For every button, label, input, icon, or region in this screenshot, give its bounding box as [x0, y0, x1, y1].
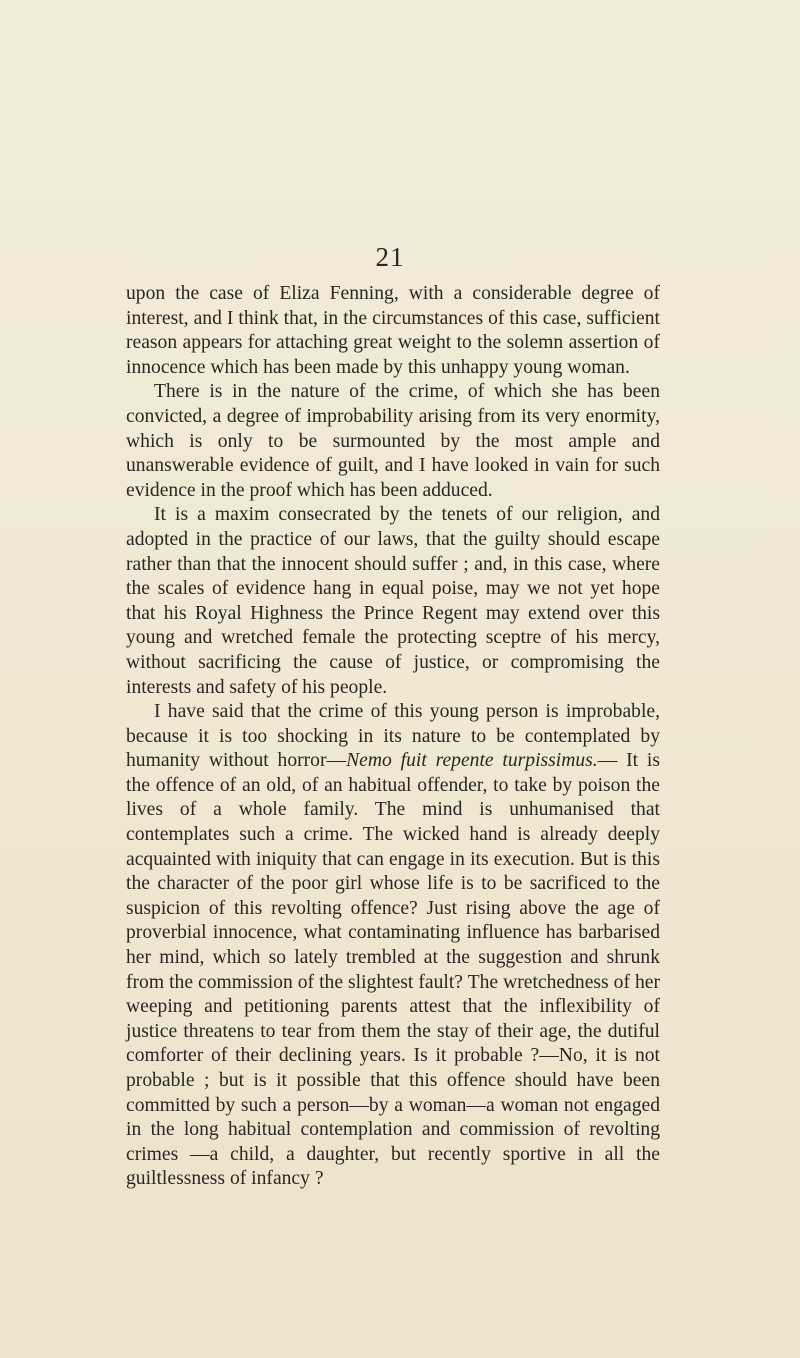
paragraph-text: It is a maxim consecrated by the tenets of our religion, and adopted in the practice of our laws, that the guilty should escape rather than that the innocent should suffer ; and, in this case, where the scales of evidence hang in equal poise, may we not yet hope that his Royal Highness the Prince Regent may extend over this young and wretched female the protecting sceptre of his mercy, without sacrificing the cause of justice, or compromising the interests and safety of his people. — [126, 504, 660, 698]
paragraph — [126, 503, 660, 700]
paragraph-text: I have said that the crime of this young person is improbable, because it is too shocking in its nature to be contemplated by humanity without horror— — [126, 701, 660, 772]
paragraph-text: There is in the nature of the crime, of which she has been convicted, a degree of improbability arising from its very enormity, which is only to be surmounted by the most ample and unanswerable evidence of guilt, and I have looked in vain for such evidence in the proof which has been adduced. — [126, 381, 660, 501]
paragraph — [126, 700, 660, 1192]
latin-quote: Nemo fuit repente turpissimus. — [346, 750, 598, 772]
paragraph — [126, 380, 660, 503]
body-text — [126, 282, 660, 1192]
paragraph-text: — It is the offence of an old, of an habitual offender, to take by poison the lives of a whole family. The mind is unhumanised that contemplates such a crime. The wicked hand is already deeply acquainted with iniquity that can engage in its execution. But is this the character of the poor girl whose life is to be sacrificed to the suspicion of this revolting offence? Just rising above the age of proverbial innocence, what contaminating influence has barbarised her mind, which so lately trembled at the suggestion and shrunk from the commission of the slightest fault? The wretchedness of her weeping and petitioning parents attest that the inflexibility of justice threatens to tear from them the stay of their age, the dutiful comforter of their declining years. Is it probable ?—No, it is not probable ; but is it possible that this offence should have been committed by such a person—by a woman—a woman not engaged in the long habitual contemplation and commission of revolting crimes —a child, a daughter, but recently sportive in all the guiltlessness of infancy ? — [126, 750, 660, 1190]
page-number: 21 — [375, 242, 405, 272]
paragraph — [126, 282, 660, 380]
paragraph-text: upon the case of Eliza Fenning, with a considerable degree of interest, and I think that, in the circumstances of this case, sufficient reason appears for attaching great weight to the solemn assertion of innocence which has been made by this unhappy young woman. — [126, 283, 660, 378]
